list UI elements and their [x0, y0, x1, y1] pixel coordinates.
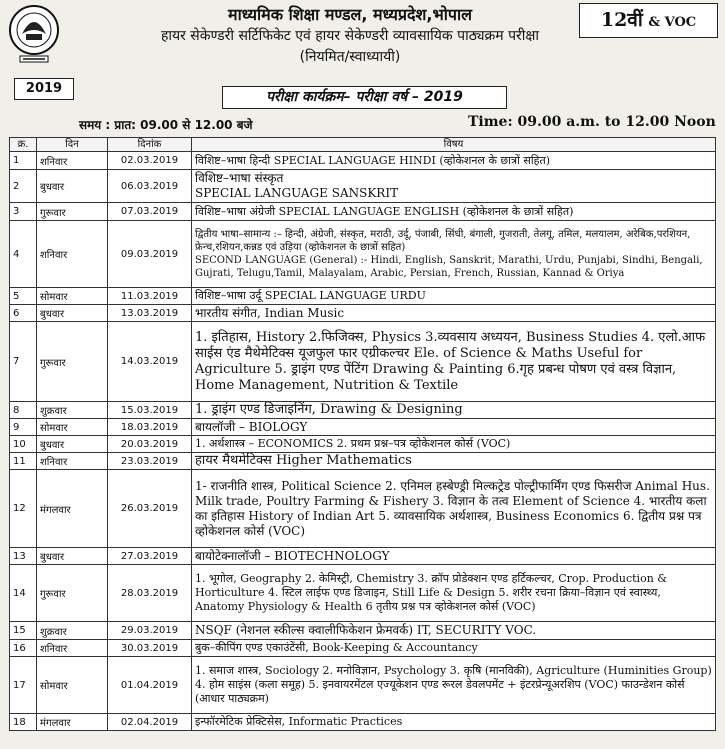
row-date: 20.03.2019 — [108, 436, 192, 453]
row-day: मंगलवार — [37, 714, 108, 731]
row-date: 23.03.2019 — [108, 453, 192, 470]
row-day: मंगलवार — [37, 470, 108, 548]
table-row — [10, 470, 716, 548]
row-day: गुरूवार — [37, 203, 108, 221]
year-badge: 2019 — [14, 78, 74, 100]
row-date: 02.03.2019 — [108, 152, 192, 170]
table-row — [10, 565, 716, 622]
row-day: सोमवार — [37, 657, 108, 714]
table-row — [10, 288, 716, 305]
row-date: 01.04.2019 — [108, 657, 192, 714]
row-day: बुधवार — [37, 436, 108, 453]
row-day: बुधवार — [37, 548, 108, 565]
table-row — [10, 170, 716, 203]
row-day: शनिवार — [37, 453, 108, 470]
row-serial: 6 — [10, 305, 37, 322]
board-emblem — [8, 4, 60, 66]
class-label: 12वीं — [600, 9, 643, 31]
row-serial: 3 — [10, 203, 37, 221]
row-serial: 11 — [10, 453, 37, 470]
table-row — [10, 714, 716, 731]
row-date: 02.04.2019 — [108, 714, 192, 731]
program-title: परीक्षा कार्यक्रम– परीक्षा वर्ष – 2019 — [222, 86, 507, 109]
row-day: शनिवार — [37, 221, 108, 288]
row-subject: NSQF (नेशनल स्कील्स क्वालीफिकेशन फ्रेमवर्क) IT, SECURITY VOC. — [192, 622, 716, 640]
row-subject: 1. भूगोल, Geography 2. केमिस्ट्री, Chemistry 3. क्रॉप प्रोडेक्शन एण्ड हर्टिकल्चर, Crop. Production & Horticulture 4. स्टिल लाईफ एण्ड डिजाइन, Still Life & Design 5. शरीर रचना क्रिया–विज्ञान एवं स्वास्थ्य, Anatomy Physiology & Health 6 तृतीय प्रश्न पत्र व्होकेशनल कोर्स (VOC) — [192, 565, 716, 622]
table-row — [10, 453, 716, 470]
exam-title: हायर सेकेण्डरी सर्टिफिकेट एवं हायर सेकेण्डरी व्यावसायिक पाठ्यक्रम परीक्षा — [160, 28, 540, 44]
row-serial: 5 — [10, 288, 37, 305]
table-row — [10, 657, 716, 714]
table-header-row — [10, 138, 716, 152]
table-row — [10, 622, 716, 640]
row-date: 09.03.2019 — [108, 221, 192, 288]
row-subject: बायलॉजी – BIOLOGY — [192, 419, 716, 436]
row-date: 14.03.2019 — [108, 322, 192, 402]
row-subject: 1. ड्राइंग एण्ड डिजाइनिंग, Drawing & Designing — [192, 402, 716, 419]
row-serial: 12 — [10, 470, 37, 548]
row-subject: इन्फॉरमेटिक प्रेक्टिसेस, Informatic Practices — [192, 714, 716, 731]
schedule-table — [9, 137, 716, 731]
time-english: Time: 09.00 a.m. to 12.00 Noon — [468, 114, 716, 130]
table-row — [10, 436, 716, 453]
row-serial: 14 — [10, 565, 37, 622]
class-suffix: & VOC — [648, 15, 697, 30]
second-language-english: SECOND LANGUAGE (General) :- Hindi, English, Sanskrit, Marathi, Urdu, Punjabi, Sindhi, Bengali, Gujrati, Telugu,Tamil, Malayalam, Arabic, Persian, French, Russian, Kannad & Oriya — [195, 255, 703, 279]
header-date: दिनांक — [108, 138, 192, 152]
title-block — [90, 4, 610, 68]
row-subject — [192, 221, 716, 288]
row-serial: 18 — [10, 714, 37, 731]
row-serial: 17 — [10, 657, 37, 714]
row-date: 06.03.2019 — [108, 170, 192, 203]
row-subject: हायर मैथमेटिक्स Higher Mathematics — [192, 453, 716, 470]
table-row — [10, 640, 716, 657]
row-day: बुधवार — [37, 170, 108, 203]
row-day: गुरूवार — [37, 565, 108, 622]
row-serial: 16 — [10, 640, 37, 657]
row-serial: 9 — [10, 419, 37, 436]
row-serial: 1 — [10, 152, 37, 170]
row-serial: 13 — [10, 548, 37, 565]
row-subject: बुक–कीपिंग एण्ड एकाउंटेंसी, Book-Keeping & Accountancy — [192, 640, 716, 657]
table-row — [10, 203, 716, 221]
row-subject: भारतीय संगीत, Indian Music — [192, 305, 716, 322]
row-serial: 10 — [10, 436, 37, 453]
time-hindi: समय : प्रात: 09.00 से 12.00 बजे — [79, 118, 253, 132]
row-serial: 2 — [10, 170, 37, 203]
row-day: शनिवार — [37, 640, 108, 657]
row-date: 13.03.2019 — [108, 305, 192, 322]
row-day: शुक्रवार — [37, 622, 108, 640]
row-day: गुरूवार — [37, 322, 108, 402]
exam-mode: (नियमित/स्वाध्यायी) — [299, 49, 401, 65]
row-subject: 1- राजनीति शास्त्र, Political Science 2. एनिमल हस्बेण्ड्री मिल्कट्रेड पोल्ट्रीफार्मिंग एण्ड फिसरीज Animal Hus. Milk trade, Poultry Farming & Fishery 3. विज्ञान के तत्व Element of Science 4. भारतीय कला का इतिहास History of Indian Art 5. व्यावसायिक अर्थशास्त्र, Business Economics 6. द्वितीय प्रश्न पत्र व्होकेशनल कोर्स (VOC) — [192, 470, 716, 548]
row-date: 27.03.2019 — [108, 548, 192, 565]
board-title: माध्यमिक शिक्षा मण्डल, मध्यप्रदेश,भोपाल — [228, 5, 472, 24]
table-row — [10, 305, 716, 322]
row-date: 29.03.2019 — [108, 622, 192, 640]
row-subject: विशिष्ट–भाषा हिन्दी SPECIAL LANGUAGE HINDI (व्होकेशनल के छात्रों सहित) — [192, 152, 716, 170]
table-row — [10, 548, 716, 565]
header-serial: क्र. — [10, 138, 37, 152]
row-date: 07.03.2019 — [108, 203, 192, 221]
row-date: 30.03.2019 — [108, 640, 192, 657]
second-language-hindi: द्वितीय भाषा–सामान्य :– हिन्दी, अंग्रेजी, संस्कृत, मराठी, उर्दू, पंजाबी, सिंधी, बंगाली, गुजराती, तेलगू, तमिल, मलयालम, अरेबिक,परशियन, फ्रेन्च,रशियन,कन्नड एवं उड़िया (व्होकेशनल के छात्रों सहित) — [195, 229, 691, 253]
row-serial: 8 — [10, 402, 37, 419]
row-subject: विशिष्ट–भाषा संस्कृत SPECIAL LANGUAGE SANSKRIT — [192, 170, 716, 203]
row-date: 26.03.2019 — [108, 470, 192, 548]
row-day: शुक्रवार — [37, 402, 108, 419]
row-date: 15.03.2019 — [108, 402, 192, 419]
row-serial: 7 — [10, 322, 37, 402]
row-serial: 4 — [10, 221, 37, 288]
row-day: सोमवार — [37, 419, 108, 436]
row-day: शनिवार — [37, 152, 108, 170]
row-date: 28.03.2019 — [108, 565, 192, 622]
header-day: दिन — [37, 138, 108, 152]
row-subject: बायोटेक्नालॉजी – BIOTECHNOLOGY — [192, 548, 716, 565]
row-subject: विशिष्ट–भाषा उर्दू SPECIAL LANGUAGE URDU — [192, 288, 716, 305]
row-date: 11.03.2019 — [108, 288, 192, 305]
row-day: सोमवार — [37, 288, 108, 305]
table-row — [10, 402, 716, 419]
row-day: बुधवार — [37, 305, 108, 322]
row-subject: 1. अर्थशास्त्र – ECONOMICS 2. प्रथम प्रश्न–पत्र व्होकेशनल कोर्स (VOC) — [192, 436, 716, 453]
row-subject: 1. समाज शास्त्र, Sociology 2. मनोविज्ञान, Psychology 3. कृषि (मानविकी), Agriculture (Huminities Group) 4. होम साइंस (कला समूह) 5. इनवायरमेंटल एज्यूकेशन एण्ड रूरल डेवलपमेंट + इंटरप्रेन्यूअरशिप (VOC) फाउन्डेशन कोर्स (आधार पाठ्यक्रम) — [192, 657, 716, 714]
row-subject: विशिष्ट–भाषा अंग्रेजी SPECIAL LANGUAGE ENGLISH (व्होकेशनल के छात्रों सहित) — [192, 203, 716, 221]
table-row — [10, 419, 716, 436]
table-row — [10, 152, 716, 170]
row-subject: 1. इतिहास, History 2.फिजिक्स, Physics 3.व्यवसाय अध्ययन, Business Studies 4. एलो.आफ साईस एंड मैथेमेटिक्स यूजफुल फार एग्रीकल्चर Ele. of Science & Maths Useful for Agriculture 5. ड्राइंग एण्ड पेंटिंग Drawing & Painting 6.गृह प्रबन्ध पोषण एवं वस्त्र विज्ञान, Home Management, Nutrition & Textile — [192, 322, 716, 402]
header-subject: विषय — [192, 138, 716, 152]
table-row — [10, 221, 716, 288]
table-row — [10, 322, 716, 402]
row-date: 18.03.2019 — [108, 419, 192, 436]
emblem-seal-icon — [8, 4, 60, 66]
row-serial: 15 — [10, 622, 37, 640]
